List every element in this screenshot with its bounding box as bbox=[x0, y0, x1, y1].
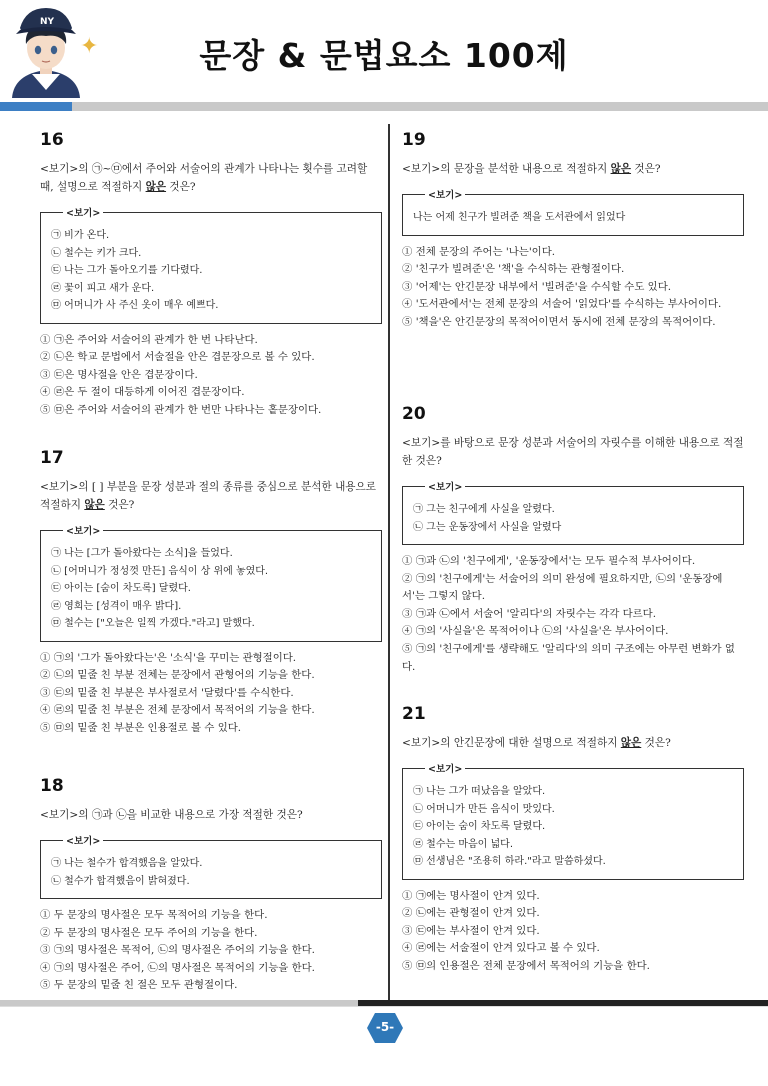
answer-option[interactable]: ① 전체 문장의 주어는 '나는'이다. bbox=[402, 245, 556, 258]
example-line: ㉡ [어머니가 정성껏 만든] 음식이 상 위에 놓였다. bbox=[51, 565, 269, 577]
example-line: 나는 어제 친구가 빌려준 책을 도서관에서 읽었다 bbox=[413, 212, 626, 223]
question-stem: <보기>의 ㉠~㉤에서 주어와 서술어의 관계가 나타나는 횟수를 고려할 때, 설명으로 적절하지 않은 것은? bbox=[40, 163, 368, 193]
example-line: ㉢ 아이는 [숨이 차도록] 달렸다. bbox=[51, 583, 191, 594]
answer-option[interactable]: ③ ㉠과 ㉡에서 서술어 '알리다'의 자릿수는 각각 다르다. bbox=[402, 607, 657, 620]
svg-text:NY: NY bbox=[40, 17, 55, 27]
answer-option[interactable]: ⑤ ㉤의 인용절은 전체 문장에서 목적어의 기능을 한다. bbox=[402, 959, 650, 972]
answer-option[interactable]: ③ ㉢의 밑줄 친 부분은 부사절로서 '달렸다'를 수식한다. bbox=[40, 686, 294, 699]
example-line: ㉤ 어머니가 사 주신 옷이 매우 예쁘다. bbox=[51, 300, 219, 311]
question-19 bbox=[402, 130, 744, 331]
example-box bbox=[40, 208, 382, 324]
sparkle-icon: ✦ bbox=[80, 34, 99, 59]
answer-option[interactable]: ② '친구가 빌려준'은 '책'을 수식하는 관형절이다. bbox=[402, 263, 625, 276]
answer-option[interactable]: ② ㉠의 '친구에게'는 서술어의 의미 완성에 필요하지만, ㉡의 '운동장에서'는 그렇지 않다. bbox=[402, 572, 723, 603]
answer-option[interactable]: ① 두 문장의 명사절은 모두 목적어의 기능을 한다. bbox=[40, 909, 268, 921]
example-line: ㉣ 꽃이 피고 새가 운다. bbox=[51, 282, 155, 294]
column-divider bbox=[388, 124, 390, 1000]
question-number: 16 bbox=[40, 130, 64, 150]
example-box-label: <보기> bbox=[63, 523, 103, 537]
question-21 bbox=[402, 704, 744, 975]
answer-option[interactable]: ① ㉠은 주어와 서술어의 관계가 한 번 나타난다. bbox=[40, 333, 258, 346]
example-line: ㉡ 어머니가 만든 음식이 맛있다. bbox=[413, 803, 555, 815]
answer-option[interactable]: ③ '어제'는 안긴문장 내부에서 '빌려준'을 수식할 수도 있다. bbox=[402, 280, 672, 293]
answer-option[interactable]: ⑤ ㉤은 주어와 서술어의 관계가 한 번만 나타나는 홑문장이다. bbox=[40, 403, 322, 416]
example-line: ㉡ 철수가 합격했음이 밝혀졌다. bbox=[51, 875, 190, 887]
example-line: ㉤ 철수는 ["오늘은 일찍 가겠다."라고] 말했다. bbox=[51, 618, 255, 629]
header-accent-bar bbox=[0, 102, 72, 111]
footer-thin-rule bbox=[0, 1006, 768, 1007]
question-stem: <보기>를 바탕으로 문장 성분과 서술어의 자릿수를 이해한 내용으로 적절한 것은? bbox=[402, 437, 744, 467]
emphasis-text: 않은 bbox=[610, 163, 632, 175]
question-number: 18 bbox=[40, 776, 64, 796]
example-box-label: <보기> bbox=[63, 833, 103, 847]
example-line: ㉣ 철수는 마음이 넓다. bbox=[413, 838, 513, 850]
example-box bbox=[402, 190, 744, 236]
answer-option[interactable]: ③ ㉢은 명사절을 안은 겹문장이다. bbox=[40, 368, 198, 381]
question-number: 21 bbox=[402, 704, 426, 724]
question-16 bbox=[40, 130, 382, 419]
answer-option[interactable]: ④ ㉣의 밑줄 친 부분은 전체 문장에서 목적어의 기능을 한다. bbox=[40, 704, 315, 717]
question-number: 20 bbox=[402, 404, 426, 424]
question-20 bbox=[402, 404, 744, 676]
example-line: ㉡ 철수는 키가 크다. bbox=[51, 247, 142, 259]
example-box-label: <보기> bbox=[425, 187, 465, 201]
answer-option[interactable]: ② ㉡에는 관형절이 안겨 있다. bbox=[402, 907, 540, 920]
page-number: -5- bbox=[375, 1020, 395, 1034]
example-line: ㉢ 아이는 숨이 차도록 달렸다. bbox=[413, 821, 546, 832]
answer-option[interactable]: ⑤ '책을'은 안긴문장의 목적어이면서 동시에 전체 문장의 목적어이다. bbox=[402, 315, 716, 328]
answer-option[interactable]: ⑤ 두 문장의 밑줄 친 절은 모두 관형절이다. bbox=[40, 979, 238, 992]
question-stem: <보기>의 ㉠과 ㉡을 비교한 내용으로 가장 적절한 것은? bbox=[40, 809, 303, 821]
answer-option[interactable]: ④ '도서관에서'는 전체 문장의 서술어 '읽었다'를 수식하는 부사어이다. bbox=[402, 298, 722, 311]
question-number: 19 bbox=[402, 130, 426, 150]
emphasis-text: 않은 bbox=[145, 181, 167, 193]
answer-option[interactable]: ④ ㉣에는 서술절이 안겨 있다고 볼 수 있다. bbox=[402, 942, 600, 955]
example-line: ㉠ 그는 친구에게 사실을 알렸다. bbox=[413, 504, 555, 515]
answer-option[interactable]: ④ ㉠의 '사실을'은 목적어이나 ㉡의 '사실을'은 부사어이다. bbox=[402, 625, 669, 638]
example-line: ㉠ 나는 [그가 돌아왔다는 소식]을 들었다. bbox=[51, 548, 233, 559]
example-box-label: <보기> bbox=[63, 205, 103, 219]
example-box-label: <보기> bbox=[425, 761, 465, 775]
question-stem: <보기>의 문장을 분석한 내용으로 적절하지 않은 것은? bbox=[402, 163, 661, 175]
answer-option[interactable]: ④ ㉣은 두 절이 대등하게 이어진 겹문장이다. bbox=[40, 386, 245, 399]
answer-option[interactable]: ⑤ ㉠의 '친구에게'를 생략해도 '알리다'의 의미 구조에는 아무런 변화가 없다. bbox=[402, 642, 735, 673]
question-18 bbox=[40, 776, 382, 995]
answer-option[interactable]: ① ㉠과 ㉡의 '친구에게', '운동장에서'는 모두 필수적 부사어이다. bbox=[402, 555, 696, 567]
answer-option[interactable]: ② 두 문장의 명사절은 모두 주어의 기능을 한다. bbox=[40, 926, 258, 939]
header-rule bbox=[72, 102, 768, 111]
answer-option[interactable]: ④ ㉠의 명사절은 주어, ㉡의 명사절은 목적어의 기능을 한다. bbox=[40, 961, 315, 974]
answer-option[interactable]: ① ㉠의 '그가 돌아왔다는'은 '소식'을 꾸미는 관형절이다. bbox=[40, 651, 297, 664]
example-line: ㉢ 나는 그가 돌아오기를 기다렸다. bbox=[51, 265, 203, 276]
question-number: 17 bbox=[40, 448, 64, 468]
question-17 bbox=[40, 448, 382, 737]
example-box bbox=[402, 482, 744, 545]
example-line: ㉠ 나는 철수가 합격했음을 알았다. bbox=[51, 858, 203, 869]
example-line: ㉣ 영희는 [성격이 매우 밝다]. bbox=[51, 600, 182, 612]
example-line: ㉡ 그는 운동장에서 사실을 알렸다 bbox=[413, 521, 562, 533]
emphasis-text: 않은 bbox=[84, 499, 105, 511]
answer-option[interactable]: ② ㉡의 밑줄 친 부분 전체는 문장에서 관형어의 기능을 한다. bbox=[40, 669, 315, 682]
page-title: 문장 & 문법요소 100제 bbox=[199, 36, 569, 75]
question-stem: <보기>의 안긴문장에 대한 설명으로 적절하지 않은 것은? bbox=[402, 737, 671, 749]
answer-option[interactable]: ⑤ ㉤의 밑줄 친 부분은 인용절로 볼 수 있다. bbox=[40, 721, 242, 734]
answer-option[interactable]: ③ ㉢에는 부사절이 안겨 있다. bbox=[402, 924, 540, 937]
example-box bbox=[40, 836, 382, 899]
example-line: ㉠ 비가 온다. bbox=[51, 230, 110, 241]
example-box bbox=[402, 764, 744, 880]
page-header bbox=[0, 0, 768, 112]
example-line: ㉠ 나는 그가 떠났음을 알았다. bbox=[413, 786, 546, 797]
emphasis-text: 않은 bbox=[620, 737, 642, 749]
answer-option[interactable]: ③ ㉠의 명사절은 목적어, ㉡의 명사절은 주어의 기능을 한다. bbox=[40, 944, 315, 957]
answer-option[interactable]: ① ㉠에는 명사절이 안겨 있다. bbox=[402, 889, 540, 902]
question-stem: <보기>의 [ ] 부분을 문장 성분과 절의 종류를 중심으로 분석한 내용으로 적절하지 않은 것은? bbox=[40, 481, 376, 511]
example-box bbox=[40, 526, 382, 642]
example-line: ㉤ 선생님은 "조용히 하라."라고 말씀하셨다. bbox=[413, 856, 606, 867]
example-box-label: <보기> bbox=[425, 479, 465, 493]
answer-option[interactable]: ② ㉡은 학교 문법에서 서술절을 안은 겹문장으로 볼 수 있다. bbox=[40, 351, 315, 364]
